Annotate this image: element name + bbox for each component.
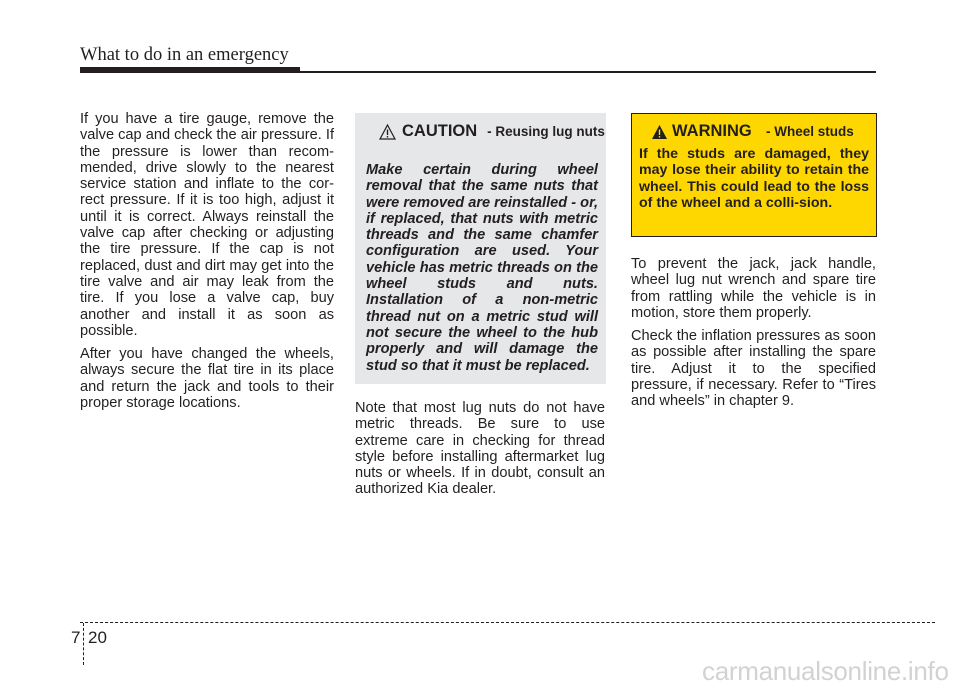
warning-header [639,122,869,146]
footer-rule [80,622,935,623]
caution-label: CAUTION [402,122,478,140]
column-1 [80,111,334,418]
chapter-number: 7 [71,628,81,647]
paragraph-tire-gauge: If you have a tire gauge, remove the valve cap and check the air pressure. If the pressure is lower than recom-mended, drive slowly to the nearest service station and inflate to the cor-rect pressure. If it is too high, adjust it until it is correct. Always reinstall the valve cap after checking or adjusting the tire pressure. If the cap is not replaced, dust and dirt may get into the tire valve and air may leak from the tire. If you lose a valve cap, buy another and install it as soon as possible. [80,111,334,339]
warning-label: WARNING [672,122,752,140]
caution-box [355,113,606,384]
warning-box [631,113,877,237]
paragraph-store-jack: To prevent the jack, jack handle, wheel lug nut wrench and spare tire from rattling while the vehicle is in motion, store them properly. [631,256,876,321]
warning-triangle-icon [651,124,668,145]
caution-subtitle: - Reusing lug nuts [487,124,605,139]
paragraph-secure-flat-tire: After you have changed the wheels, always secure the flat tire in its place and return the jack and tools to their proper storage locations. [80,346,334,412]
caution-text: Make certain during wheel removal that the same nuts that were removed are reinstalled - or, if replaced, that nuts with metric threads and the same chamfer configuration are used. Your vehicle has metric threads on the wheel studs and nuts. Installation of a non-metric thread nut on a metric stud will not secure the wheel to the hub properly and will damage the stud so that it must be replaced. [366,162,598,374]
header-rule [80,71,876,73]
warning-text: If the studs are damaged, they may lose their ability to retain the wheel. This could lead to the loss of the wheel and a colli-sion. [639,146,869,211]
caution-header [366,122,605,158]
page-number: 20 [88,628,107,647]
column-3 [631,256,876,417]
caution-triangle-icon [379,124,396,145]
page-header-title: What to do in an emergency [80,45,289,65]
column-2 [355,400,605,505]
paragraph-metric-threads: Note that most lug nuts do not have metric threads. Be sure to use extreme care in checking for thread style before installing aftermarket lug nuts or wheels. If in doubt, consult an authorized Kia dealer. [355,400,605,498]
warning-subtitle: - Wheel studs [766,124,854,139]
paragraph-check-inflation: Check the inflation pressures as soon as possible after installing the spare tire. Adjust it to the specified pressure, if necessary. Refer to “Tires and wheels” in chapter 9. [631,328,876,410]
footer-divider [83,623,84,665]
watermark: carmanualsonline.info [702,656,949,686]
